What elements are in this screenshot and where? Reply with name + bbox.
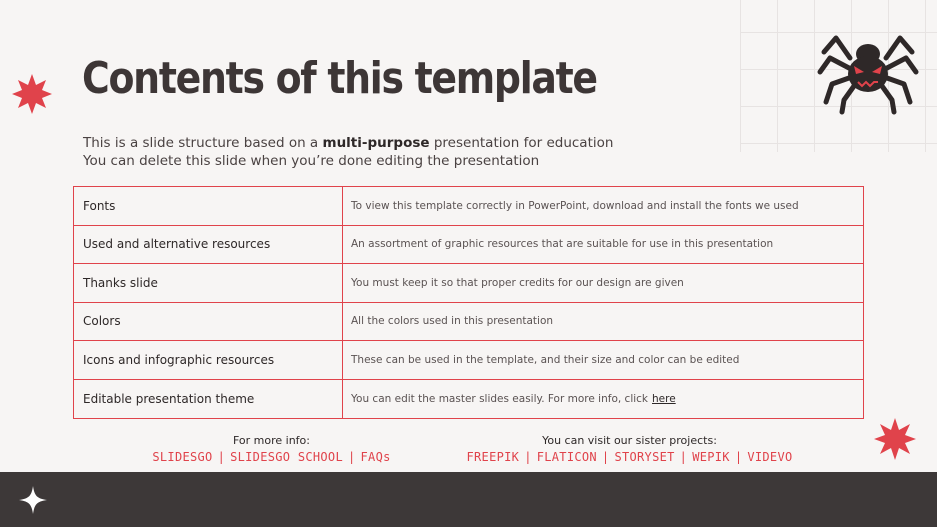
table-row-description: All the colors used in this presentation	[343, 303, 863, 342]
table-row-label: Icons and infographic resources	[74, 341, 343, 380]
sister-projects-links	[450, 450, 809, 464]
footer-bar	[0, 472, 937, 527]
sister-projects-label: You can visit our sister projects:	[542, 434, 717, 447]
separator: |	[217, 450, 226, 464]
separator: |	[601, 450, 610, 464]
table-row-description-with-link	[343, 380, 863, 419]
table-row-label: Thanks slide	[74, 264, 343, 303]
subtitle-line-1	[83, 134, 613, 152]
table-row-label: Used and alternative resources	[74, 226, 343, 265]
table-row-description: To view this template correctly in PowerPoint, download and install the fonts we used	[343, 187, 863, 226]
table-row-label: Fonts	[74, 187, 343, 226]
here-link[interactable]: here	[652, 392, 676, 405]
starburst-icon	[11, 73, 53, 115]
subtitle-text: presentation for education	[433, 135, 614, 151]
link-storyset[interactable]: STORYSET	[614, 450, 675, 464]
subtitle-line-2: You can delete this slide when you’re done editing the presentation	[83, 153, 540, 169]
more-info-links	[143, 450, 400, 464]
separator: |	[734, 450, 743, 464]
table-row-description: You can edit the master slides easily. For more info, click	[351, 392, 649, 405]
subtitle-emphasis: multi-purpose	[322, 135, 430, 151]
spider-icon	[816, 28, 920, 116]
page-title: Contents of this template	[82, 53, 597, 104]
link-wepik[interactable]: WEPIK	[692, 450, 730, 464]
separator: |	[679, 450, 688, 464]
table-row-label: Editable presentation theme	[74, 380, 343, 419]
subtitle	[83, 134, 613, 170]
link-freepik[interactable]: FREEPIK	[466, 450, 520, 464]
subtitle-text: This is a slide structure based on a	[83, 135, 319, 151]
table-row-description: These can be used in the template, and their size and color can be edited	[343, 341, 863, 380]
table-row-label: Colors	[74, 303, 343, 342]
table-row-description: You must keep it so that proper credits for our design are given	[343, 264, 863, 303]
more-info-label: For more info:	[232, 434, 310, 447]
link-faqs[interactable]: FAQs	[360, 450, 391, 464]
link-videvo[interactable]: VIDEVO	[747, 450, 793, 464]
link-slidesgo-school[interactable]: SLIDESGO SCHOOL	[230, 450, 343, 464]
more-info-block	[143, 434, 400, 464]
contents-table	[73, 186, 864, 419]
sparkle-icon	[18, 485, 48, 515]
link-flaticon[interactable]: FLATICON	[536, 450, 597, 464]
separator: |	[347, 450, 356, 464]
starburst-icon	[873, 417, 917, 461]
table-row-description: An assortment of graphic resources that are suitable for use in this presentation	[343, 226, 863, 265]
sister-projects-block	[450, 434, 809, 464]
separator: |	[524, 450, 532, 464]
link-slidesgo[interactable]: SLIDESGO	[152, 450, 213, 464]
